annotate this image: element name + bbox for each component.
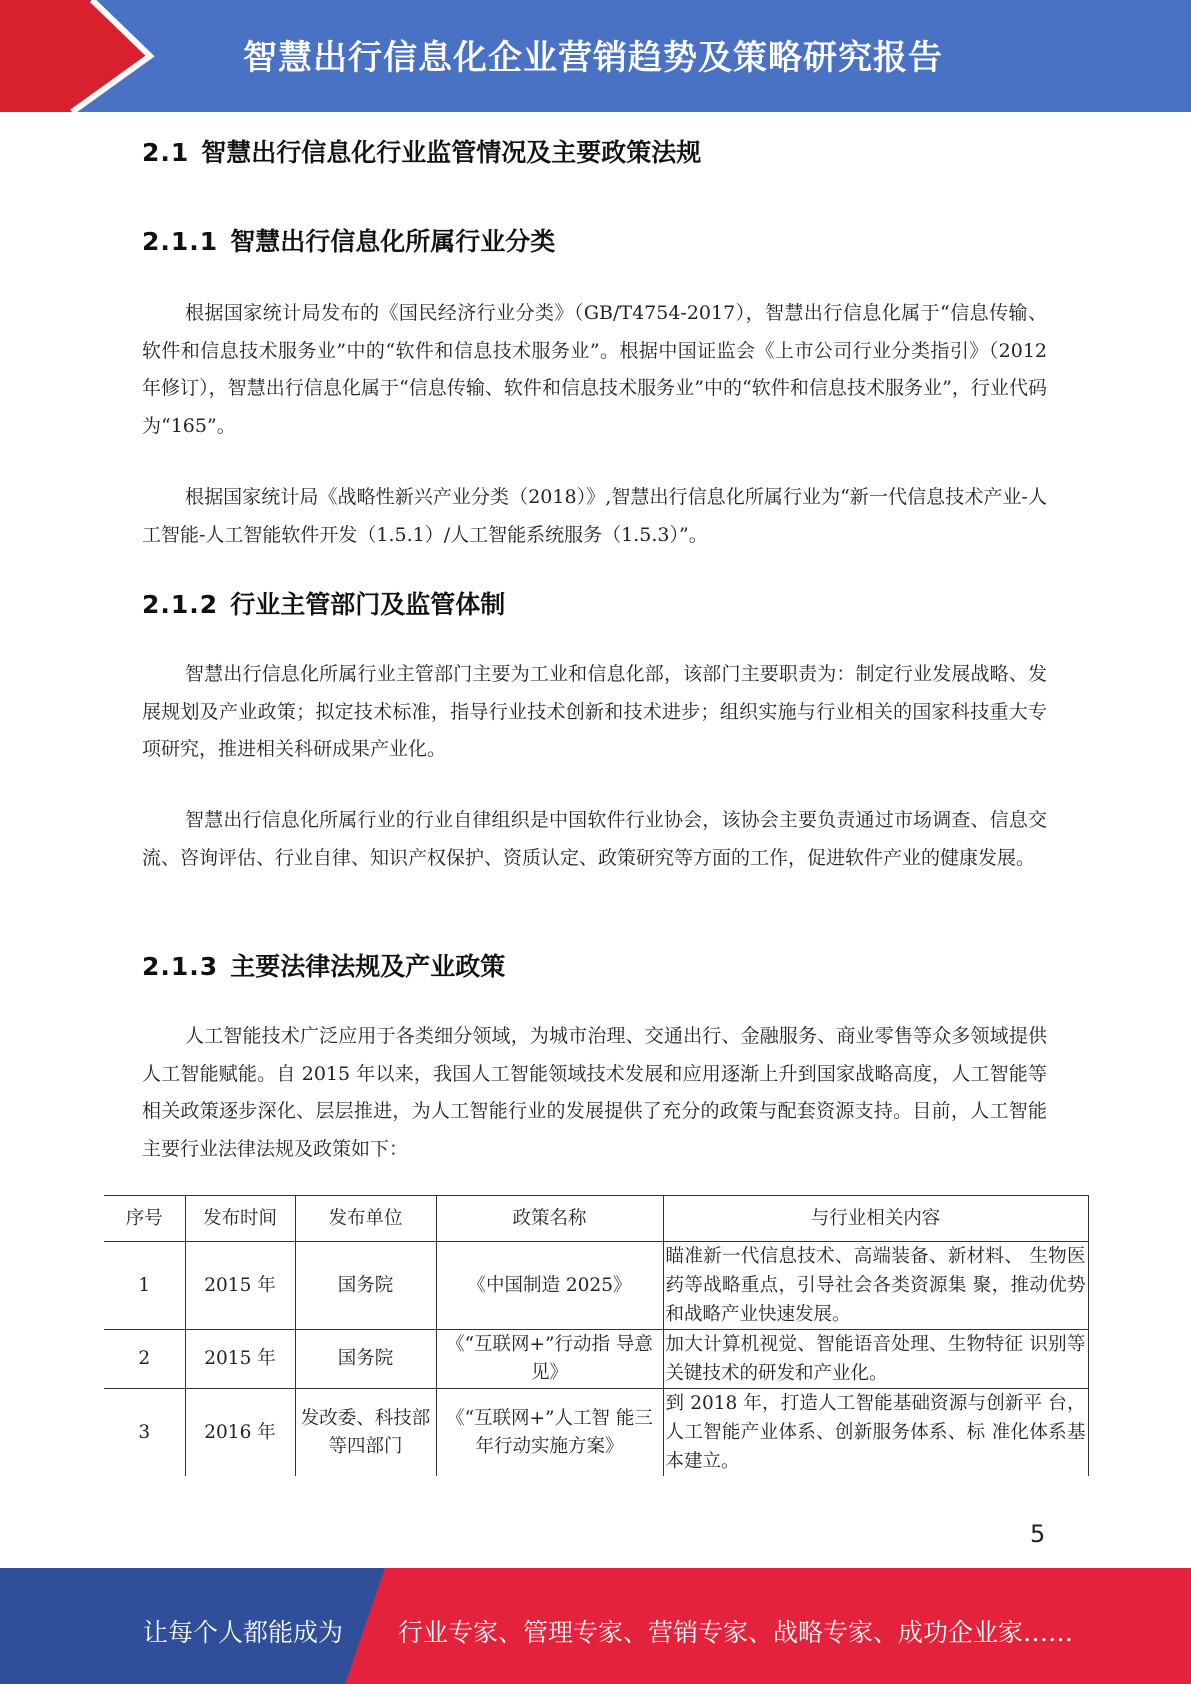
table-header-row xyxy=(104,1196,1088,1242)
subsection-heading xyxy=(142,222,555,258)
footer-slogan-left: 让每个人都能成为 xyxy=(143,1618,344,1647)
table-row xyxy=(104,1330,1088,1389)
cell-index: 2 xyxy=(138,1348,151,1369)
subsection-heading xyxy=(142,585,505,621)
cell-date: 2016 年 xyxy=(185,1389,295,1477)
cell-issuer: 国务院 xyxy=(295,1330,436,1389)
paragraph: 根据国家统计局发布的《国民经济行业分类》（GB/T4754-2017），智慧出行信息化属于“信息传输、软件和信息技术服务业”中的“软件和信息技术服务业”。根据中国证监会《上市公司行业分类指引》（2012 年修订），智慧出行信息化属于“信息传输、软件和信息技术服务业”中的“软件和信息技术服务业”，行业代码为“165”。 xyxy=(142,302,1047,437)
paragraph: 智慧出行信息化所属行业主管部门主要为工业和信息化部，该部门主要职责为：制定行业发展战略、发展规划及产业政策；拟定技术标准，指导行业技术创新和技术进步；组织实施与行业相关的国家科技重大专项研究，推进相关科研成果产业化。 xyxy=(142,663,1047,760)
cell-date: 2015 年 xyxy=(185,1330,295,1389)
policy-table xyxy=(104,1195,1089,1476)
section-heading xyxy=(142,133,701,169)
section-number: 2.1 xyxy=(142,138,190,167)
cell-issuer: 发改委、科技部等四部门 xyxy=(295,1389,436,1477)
column-header: 发布时间 xyxy=(185,1196,295,1242)
subsection-number: 2.1.1 xyxy=(142,227,219,256)
paragraph: 人工智能技术广泛应用于各类细分领域，为城市治理、交通出行、金融服务、商业零售等众多领域提供人工智能赋能。自 2015 年以来，我国人工智能领域技术发展和应用逐渐上升到国家战略高度，人工智能等相关政策逐步深化、层层推进，为人工智能行业的发展提供了充分的政策与配套资源支持。目前，人工智能主要行业法律法规及政策如下： xyxy=(142,1025,1047,1160)
cell-index: 1 xyxy=(138,1274,151,1296)
table-row xyxy=(104,1389,1088,1477)
column-header: 序号 xyxy=(125,1207,163,1229)
column-header: 与行业相关内容 xyxy=(663,1196,1088,1242)
cell-content: 瞄准新一代信息技术、高端装备、新材料、 生物医药等战略重点，引导社会各类资源集 聚，推动优势和战略产业快速发展。 xyxy=(663,1242,1088,1330)
subsection-number: 2.1.3 xyxy=(142,952,219,981)
subsection-title: 主要法律法规及产业政策 xyxy=(230,952,506,981)
subsection-title: 智慧出行信息化所属行业分类 xyxy=(230,227,556,256)
section-title: 智慧出行信息化行业监管情况及主要政策法规 xyxy=(201,138,702,167)
cell-index: 3 xyxy=(138,1421,151,1443)
cell-issuer: 国务院 xyxy=(295,1242,436,1330)
paragraph: 智慧出行信息化所属行业的行业自律组织是中国软件行业协会，该协会主要负责通过市场调查、信息交流、咨询评估、行业自律、知识产权保护、资质认定、政策研究等方面的工作，促进软件产业的健康发展。 xyxy=(142,809,1047,869)
paragraph: 根据国家统计局《战略性新兴产业分类（2018）》,智慧出行信息化所属行业为“新一代信息技术产业-人工智能-人工智能软件开发（1.5.1）/人工智能系统服务（1.5.3）”。 xyxy=(142,486,1047,546)
cell-policy-name: 《“互联网+”人工智 能三年行动实施方案》 xyxy=(436,1389,663,1477)
cell-content: 加大计算机视觉、智能语音处理、生物特征 识别等关键技术的研发和产业化。 xyxy=(663,1330,1088,1389)
subsection-number: 2.1.2 xyxy=(142,590,219,619)
page-header xyxy=(0,0,1191,112)
subsection-title: 行业主管部门及监管体制 xyxy=(230,590,506,619)
column-header: 发布单位 xyxy=(295,1196,436,1242)
page-number: 5 xyxy=(1030,1520,1046,1548)
subsection-heading xyxy=(142,947,505,983)
table-row xyxy=(104,1242,1088,1330)
cell-policy-name: 《中国制造 2025》 xyxy=(436,1242,663,1330)
cell-policy-name: 《“互联网+”行动指 导意见》 xyxy=(436,1330,663,1389)
cell-content: 到 2018 年，打造人工智能基础资源与创新平 台，人工智能产业体系、创新服务体系、标 准化体系基本建立。 xyxy=(663,1389,1088,1477)
column-header: 政策名称 xyxy=(436,1196,663,1242)
page-footer xyxy=(0,1568,1191,1684)
cell-date: 2015 年 xyxy=(185,1242,295,1330)
report-title: 智慧出行信息化企业营销趋势及策略研究报告 xyxy=(243,38,943,78)
footer-slogan-right: 行业专家、管理专家、营销专家、战略专家、成功企业家…… xyxy=(398,1618,1074,1647)
